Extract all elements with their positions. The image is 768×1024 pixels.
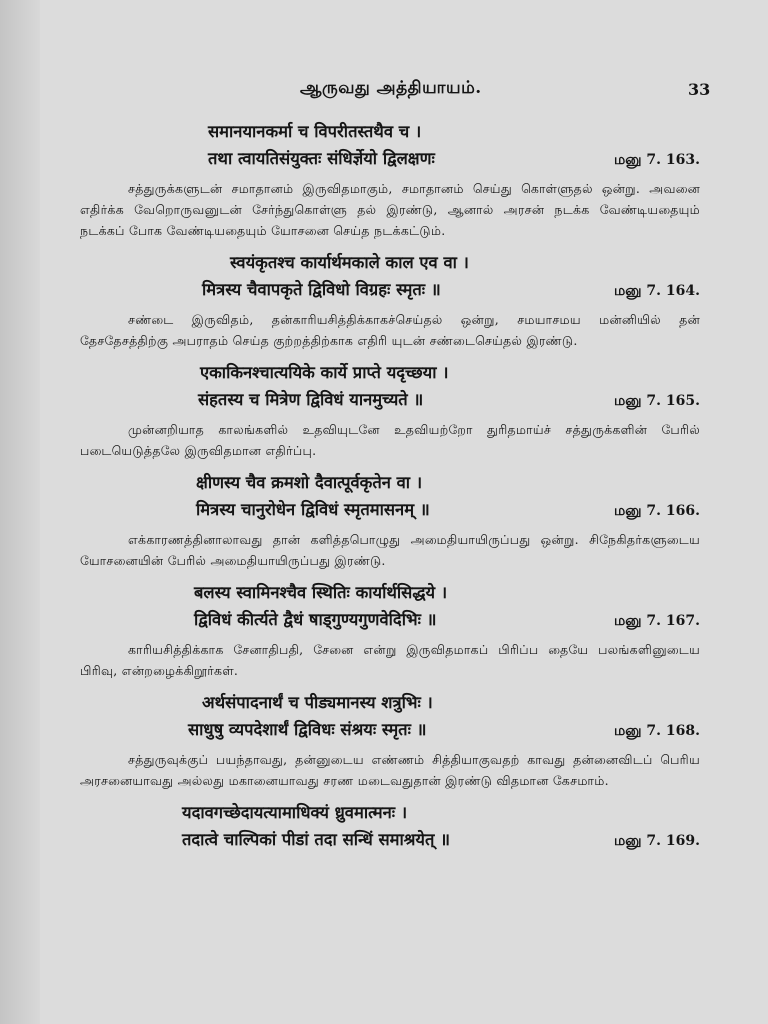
verse-block [80,689,700,743]
verse-reference: மனு 7. 169. [614,833,700,849]
commentary-paragraph: சத்துருவுக்குப் பயந்தாவது, தன்னுடைய எண்ணம் சித்தியாகுவதற் காவது தன்னைவிடப் பெரிய அரசனையாவது அல்லது மகானையாவது சரண மடைவதுதான் இரண்டு விதமான கேசமாம். [80,752,700,788]
commentary-paragraph: முன்னறியாத காலங்களில் உதவியுடனே உதவியற்றோ துரிதமாய்ச் சத்துருக்களின் பேரில் படையெடுத்தலே இருவிதமான எதிர்ப்பு. [80,422,700,458]
page-edge [0,0,40,1024]
commentary-paragraph: சத்துருக்களுடன் சமாதானம் இருவிதமாகும், சமாதானம் செய்து கொள்ளுதல் ஒன்று. அவனை எதிர்க்க வேறொருவனுடன் சேர்ந்துகொள்ளு தல் இரண்டு, ஆனால் அரசன் நடக்க வேண்டியதையும் நடக்கப் போக வேண்டியதையும் யோசனை செய்த நடக்கட்டும். [80,181,700,238]
verse-block [80,579,700,633]
verse-line: तदात्वे चाल्पिकां पीडां तदा सन्धिं समाश्रयेत् ॥ [182,830,451,849]
verse-line: मित्रस्य चानुरोधेन द्विविधं स्मृतमासनम् ॥ [196,500,430,519]
verse-block [80,469,700,523]
verse-line: बलस्य स्वामिनश्चैव स्थितिः कार्यार्थसिद्धये । [194,583,448,602]
verse-reference: மனு 7. 165. [614,393,700,409]
chapter-title: ஆருவது அத்தியாயம். [300,78,482,98]
commentary-paragraph: சண்டை இருவிதம், தன்காரியசித்திக்காகச்செய்தல் ஒன்று, சமயாசமய மன்னியில் தன் தேசதேசத்திற்கு அபராதம் செய்த குற்றத்திற்காக எதிரி யுடன் சண்டைசெய்தல் இரண்டு. [80,312,700,348]
verse-line: मित्रस्य चैवापकृते द्विविधो विग्रहः स्मृतः ॥ [202,280,441,299]
verse-line: साधुषु व्यपदेशार्थं द्विविधः संश्रयः स्मृतः ॥ [188,720,427,739]
page-header [0,78,768,104]
verse-line: संहतस्य च मित्रेण द्विविधं यानमुच्यते ॥ [198,390,424,409]
page-number: 33 [688,80,711,99]
verse-block [80,249,700,303]
verse-line: स्वयंकृतश्च कार्यार्थमकाले काल एव वा । [230,253,469,272]
verse-block [80,359,700,413]
commentary-paragraph: காரியசித்திக்காக சேனாதிபதி, சேனை என்று இருவிதமாகப் பிரிப்ப தையே பலங்களினுடைய பிரிவு, என்றழைக்கிறூர்கள். [80,642,700,678]
verse-block [80,118,700,172]
verse-line: द्विविधं कीर्त्यते द्वैधं षाड्गुण्यगुणवेदिभिः ॥ [194,610,437,629]
commentary-paragraph: எக்காரணத்தினாலாவது தான் களித்தபொழுது அமைதியாயிருப்பது ஒன்று. சிநேகிதர்களுடைய யோசனையின் பேரில் அமைதியாயிருப்பது இரண்டு. [80,532,700,568]
verse-reference: மனு 7. 168. [614,723,700,739]
verse-line: तथा त्वायतिसंयुक्तः संधिर्ज्ञेयो द्विलक्षणः [208,149,435,168]
verse-line: समानयानकर्मा च विपरीतस्तथैव च । [208,122,422,141]
verse-line: क्षीणस्य चैव क्रमशो दैवात्पूर्वकृतेन वा । [196,473,423,492]
verse-reference: மனு 7. 163. [614,152,700,168]
verse-line: एकाकिनश्चात्ययिके कार्ये प्राप्ते यदृच्छया । [200,363,449,382]
verse-line: अर्थसंपादनार्थं च पीड्यमानस्य शत्रुभिः । [202,693,433,712]
verse-reference: மனு 7. 164. [614,283,700,299]
page-body [80,118,700,859]
verse-block [80,799,700,853]
verse-reference: மனு 7. 166. [614,503,700,519]
verse-reference: மனு 7. 167. [614,613,700,629]
verse-line: यदावगच्छेदायत्यामाधिक्यं ध्रुवमात्मनः । [182,803,408,822]
